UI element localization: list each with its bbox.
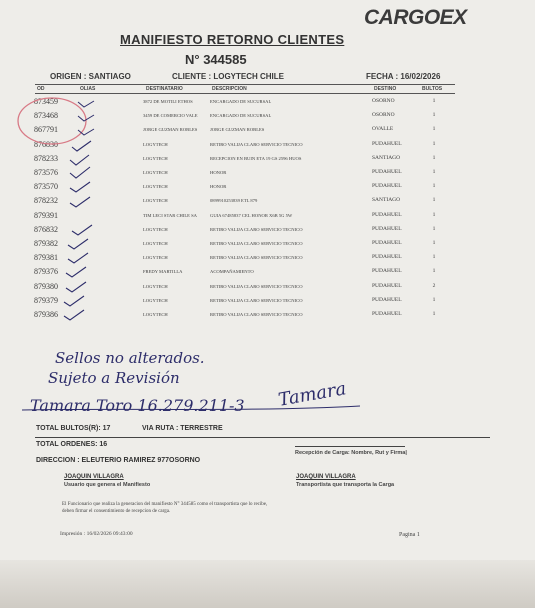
destinatario-cell: LOGYTECH [143,297,168,303]
order-code: 873576 [34,168,58,177]
destino-cell: OSORNO [372,112,395,119]
bultos-cell: 1 [432,311,436,317]
handwritten-note-1: Sellos no alterados. [55,349,205,367]
descripcion-cell: RETIRO VALIJA CLARO SERVICIO TECNICO [210,312,303,317]
checkmark [64,310,84,320]
col-oc: OLIAS [80,86,96,92]
checkmark [66,282,86,292]
bultos-cell: 1 [432,225,436,232]
handwritten-note-2: Sujeto a Revisión [48,369,180,387]
checkmark [72,141,91,151]
checkmark [70,155,89,165]
destino-cell: SANTIAGO [372,154,401,161]
bultos-cell: 1 [432,112,436,119]
destinatario-cell: LOGYTECH [143,255,168,261]
order-code: 873459 [34,97,58,106]
page-number: Pagina 1 [399,532,420,538]
destino-cell: PUDAHUEL [372,240,402,246]
order-code: 867791 [34,125,58,135]
checkmark [64,296,84,306]
destinatario-cell: LOGYTECH [143,241,168,246]
destinatario-cell: LOGYTECH [143,312,168,317]
handwritten-signature: Tamara [276,378,348,411]
destino-cell: PUDAHUEL [372,183,402,190]
descripcion-cell: 0899910253839 ETL 879 [210,198,258,204]
destino-cell: PUDAHUEL [372,296,402,303]
col-descripcion: DESCRIPCION [212,86,247,92]
handwritten-name-rut: Tamara Toro 16.279.211-3 [30,396,245,415]
col-cod: OD [37,86,45,92]
user-role: Usuario que genera el Manifiesto [64,482,151,488]
destinatario-cell: TIM LECI STAR CHILE SA [143,212,197,218]
destino-cell: PUDAHUEL [372,268,402,275]
descripcion-cell: ENCARGADO DE SUCURSAL [210,99,272,104]
col-bultos: BULTOS [422,86,443,92]
destinatario-cell: LOGYTECH [143,226,168,232]
descripcion-cell: RETIRO VALIJA CLARO SERVICIO TECNICO [210,255,303,261]
descripcion-cell: HONOR [210,184,227,190]
checkmark [78,101,94,107]
total-ordenes: TOTAL ORDENES: 16 [36,441,108,448]
destino-cell: PUDAHUEL [372,140,402,147]
destinatario-cell: LOGYTECH [143,155,168,161]
col-destinatario: DESTINATARIO [146,86,183,92]
descripcion-cell: RETIRO VALIJA CLARO SERVICIO TECNICO [210,141,303,147]
checkmark [68,253,88,263]
order-code: 878233 [34,153,58,163]
destino-cell: OSORNO [372,98,395,104]
order-code: 879376 [34,267,58,277]
bultos-cell: 1 [432,98,436,104]
bultos-cell: 1 [432,140,436,147]
cliente-label: CLIENTE : LOGYTECH CHILE [172,72,284,81]
origen-label: ORIGEN : SANTIAGO [50,72,131,81]
descripcion-cell: HONOR [210,170,227,175]
manifest-title: MANIFIESTO RETORNO CLIENTES [120,32,345,47]
destinatario-cell: JORGE GUZMAN ROBLES [143,127,198,133]
order-code: 873570 [34,182,58,192]
descripcion-cell: ACOMPAÑAMIENTO [210,269,254,275]
destino-cell: PUDAHUEL [372,254,402,261]
destinatario-cell: 3872 DE MOTILI ETHOS [143,99,193,104]
destino-cell: PUDAHUEL [372,311,402,317]
order-code: 879386 [34,310,58,319]
red-circle-mark [18,98,86,144]
bultos-cell: 1 [432,169,436,175]
destinatario-cell: LOGYTECH [143,283,168,289]
total-bultos: TOTAL BULTOS(R): 17 [36,425,111,432]
manifest-number: N° 344585 [185,52,247,67]
bultos-cell: 1 [432,268,436,275]
destinatario-cell: LOGYTECH [143,184,168,190]
reception-label: Recepción de Carga: Nombre, Rut y Firma| [295,450,407,456]
descripcion-cell: RETIRO VALIJA CLARO SERVICIO TECNICO [210,226,303,232]
destinatario-cell: LOGYTECH [143,170,168,175]
bultos-cell: 1 [432,254,436,261]
order-code: 876832 [34,224,58,234]
descripcion-cell: RETIRO VALIJA CLARO SERVICIO TECNICO [210,297,303,303]
destinatario-cell: LOGYTECH [143,198,168,204]
destinatario-cell: FREDY MARTILLA [143,269,183,275]
order-code: 879379 [34,295,58,305]
descripcion-cell: RETIRO VALIJA CLARO SERVICIO TECNICO [210,283,303,289]
descripcion-cell: JORGE GUZMAN ROBLES [210,127,265,133]
checkmark [66,267,86,277]
col-destino: DESTINO [374,86,397,92]
order-code: 879391 [34,210,58,220]
via-ruta: VIA RUTA : TERRESTRE [142,425,223,432]
descripcion-cell: RETIRO VALIJA CLARO SERVICIO TECNICO [210,241,303,246]
order-code: 878232 [34,196,58,206]
destino-cell: PUDAHUEL [372,225,402,232]
fecha-label: FECHA : 16/02/2026 [366,72,441,81]
order-code: 876830 [34,139,58,149]
destino-cell: SANTIAGO [372,197,401,204]
destino-cell: PUDAHUEL [372,169,402,175]
print-date: Impresión : 16/02/2026 09:43:00 [60,531,133,537]
bultos-cell: 1 [432,126,436,133]
direccion: DIRECCION : ELEUTERIO RAMIREZ 977OSORNO [36,457,201,464]
bultos-cell: 2 [432,282,436,289]
descripcion-cell: GUIA 67485837 CEL HONOR X6B 5G 5W [210,212,293,218]
order-code: 879380 [34,281,58,291]
bultos-cell: 1 [432,296,436,303]
reception-signature-line [295,446,405,447]
legal-text-2: deben firmar el consentimiento de recepcion de carga. [62,509,171,514]
legal-text-1: El Funcionario que realiza la generacion del manifiesto N° 344585 como el transportista que lo recibe, [62,502,268,507]
destino-cell: PUDAHUEL [372,211,402,218]
destino-cell: OVALLE [372,126,394,133]
descripcion-cell: RECEPCION EN BUIN ETA 19 GS 2596 HUOS [210,155,302,161]
checkmark [70,197,90,207]
bultos-cell: 1 [432,240,436,246]
cargoex-logo: CARGOEX [364,6,467,29]
transport-role: Transportista que transporta la Carga [296,482,395,488]
destinatario-cell: 3459 DE COMERCIO VALE [143,113,198,119]
bultos-cell: 1 [432,183,436,190]
checkmark [68,239,88,249]
bultos-cell: 1 [432,197,436,204]
order-code: 879381 [34,253,58,263]
checkmark [72,225,92,235]
bultos-cell: 1 [432,211,436,218]
transport-name: JOAQUIN VILLAGRA [296,474,356,480]
destino-cell: PUDAHUEL [372,282,402,289]
descripcion-cell: ENCARGADO DE SUCURSAL [210,113,272,119]
bultos-cell: 1 [432,154,436,161]
order-code: 873468 [34,111,58,121]
destinatario-cell: LOGYTECH [143,141,168,147]
order-code: 879382 [34,239,58,248]
divider-line [35,437,490,438]
checkmark [70,182,90,192]
user-name: JOAQUIN VILLAGRA [64,474,124,480]
checkmark [70,167,90,178]
